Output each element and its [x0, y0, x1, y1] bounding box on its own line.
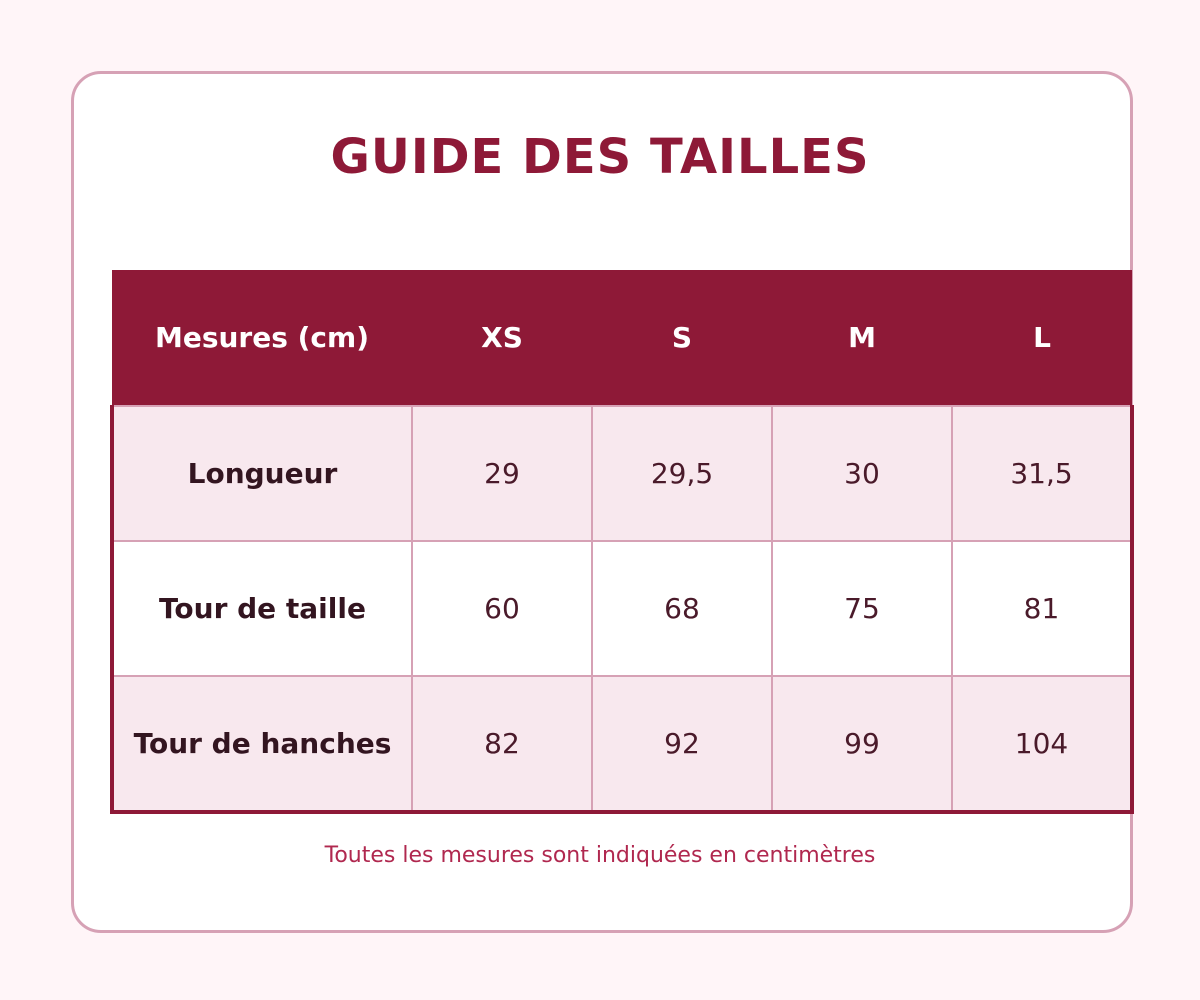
- footnote: Toutes les mesures sont indiquées en centimètres: [324, 843, 876, 868]
- table-cell: 82: [412, 676, 592, 812]
- row-label: Tour de hanches: [112, 676, 412, 812]
- size-chart-table: [110, 270, 1134, 814]
- table-cell: 29: [412, 406, 592, 541]
- table-cell: 99: [772, 676, 952, 812]
- table-cell: 30: [772, 406, 952, 541]
- page-title: GUIDE DES TAILLES: [330, 129, 870, 185]
- table-cell: 104: [952, 676, 1132, 812]
- header-size-s: S: [592, 270, 772, 406]
- table-cell: 75: [772, 541, 952, 676]
- table-row-tour-de-taille: [112, 541, 1132, 676]
- table-cell: 60: [412, 541, 592, 676]
- header-measures: Mesures (cm): [112, 270, 412, 406]
- table-cell: 31,5: [952, 406, 1132, 541]
- table-row-tour-de-hanches: [112, 676, 1132, 812]
- row-label: Longueur: [112, 406, 412, 541]
- table-cell: 68: [592, 541, 772, 676]
- table-row-longueur: [112, 406, 1132, 541]
- header-size-l: L: [952, 270, 1132, 406]
- header-size-xs: XS: [412, 270, 592, 406]
- header-row: [112, 270, 1132, 406]
- header-size-m: M: [772, 270, 952, 406]
- table-cell: 29,5: [592, 406, 772, 541]
- table-cell: 81: [952, 541, 1132, 676]
- table-header: [112, 270, 1132, 406]
- table-cell: 92: [592, 676, 772, 812]
- table-body: [112, 406, 1132, 812]
- row-label: Tour de taille: [112, 541, 412, 676]
